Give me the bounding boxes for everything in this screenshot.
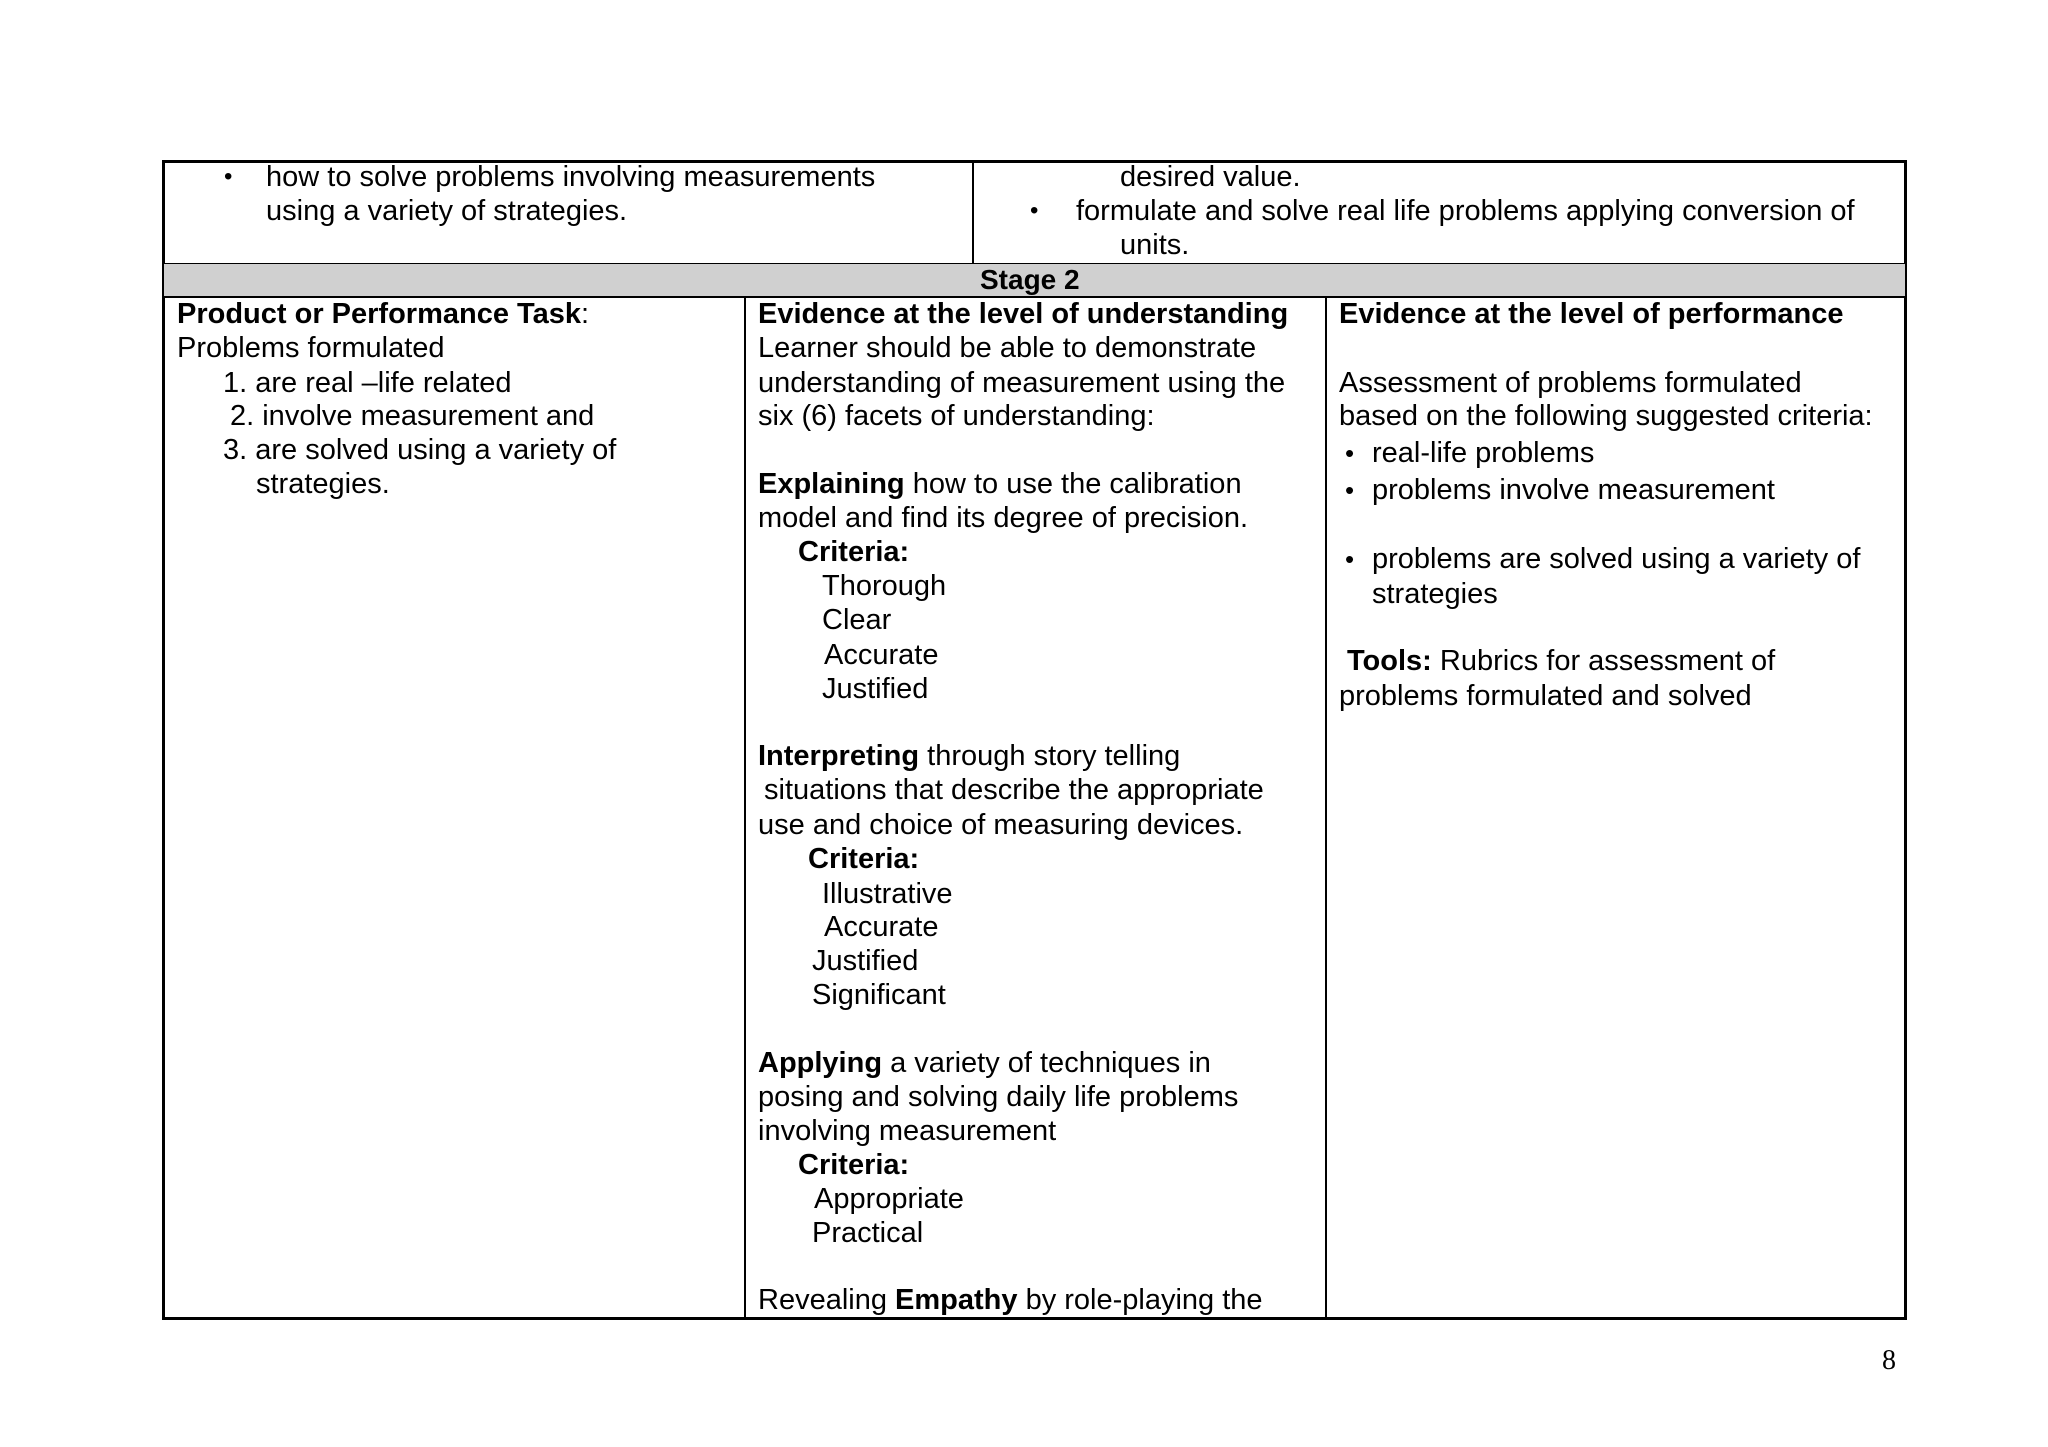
criteria-3-label: Criteria: xyxy=(798,1149,910,1181)
col2-interpreting-line-1 xyxy=(758,739,1180,773)
col1-heading: Product or Performance Task xyxy=(177,298,581,330)
criteria-1-label: Criteria: xyxy=(798,536,910,568)
top-right-line-1: desired value. xyxy=(1120,161,1301,193)
col2-intro-line-2: understanding of measurement using the xyxy=(758,367,1286,399)
criteria-2-item: Justified xyxy=(812,945,919,977)
table-border-bottom xyxy=(162,1317,1907,1320)
col3-tools-line-2: problems formulated and solved xyxy=(1339,680,1752,712)
criteria-2-item: Accurate xyxy=(824,911,939,943)
col2-intro-line-1: Learner should be able to demonstrate xyxy=(758,332,1257,364)
applying-term: Applying xyxy=(758,1047,883,1079)
empathy-term: Empathy xyxy=(895,1284,1018,1316)
col1-item-1: 1. are real –life related xyxy=(223,367,512,399)
interpreting-text: through story telling xyxy=(919,740,1181,772)
col2-interpreting-line-3: use and choice of measuring devices. xyxy=(758,809,1244,841)
tools-label: Tools: xyxy=(1347,645,1432,677)
col3-heading: Evidence at the level of performance xyxy=(1339,298,1844,330)
empathy-post: by role-playing the xyxy=(1017,1284,1263,1316)
applying-text: a variety of techniques in xyxy=(882,1047,1211,1079)
table-border-left xyxy=(162,160,165,1320)
col3-intro-line-1: Assessment of problems formulated xyxy=(1339,367,1802,399)
criteria-1-item: Clear xyxy=(822,604,892,636)
col2-intro-line-3: six (6) facets of understanding: xyxy=(758,400,1155,432)
col1-heading-line xyxy=(177,297,589,331)
col3-intro-line-2: based on the following suggested criteria: xyxy=(1339,400,1873,432)
empathy-pre: Revealing xyxy=(758,1284,896,1316)
col1-intro: Problems formulated xyxy=(177,332,445,364)
criteria-2-label: Criteria: xyxy=(808,843,920,875)
column-divider-1 xyxy=(744,296,746,1318)
interpreting-term: Interpreting xyxy=(758,740,920,772)
top-right-line-2: formulate and solve real life problems applying conversion of xyxy=(1076,195,1855,227)
col1-item-3-line-2: strategies. xyxy=(256,468,390,500)
col3-bullet-item: real-life problems xyxy=(1372,437,1595,469)
col3-bullet-item: problems involve measurement xyxy=(1372,474,1775,506)
page-number: 8 xyxy=(1882,1345,1896,1376)
criteria-3-item: Practical xyxy=(812,1217,924,1249)
col2-applying-line-1 xyxy=(758,1046,1211,1080)
col2-interpreting-line-2: situations that describe the appropriate xyxy=(764,774,1264,806)
col3-bullet-dot: • xyxy=(1345,438,1355,468)
col1-item-3-line-1: 3. are solved using a variety of xyxy=(223,434,617,466)
top-right-line-3: units. xyxy=(1120,229,1190,261)
explaining-term: Explaining xyxy=(758,468,905,500)
col2-explaining-line-1 xyxy=(758,467,1242,501)
top-right-bullet: • xyxy=(1030,197,1039,224)
explaining-text: how to use the calibration xyxy=(904,468,1242,500)
criteria-1-item: Accurate xyxy=(824,639,939,671)
col2-explaining-line-2: model and find its degree of precision. xyxy=(758,502,1249,534)
col2-heading: Evidence at the level of understanding xyxy=(758,298,1289,330)
col2-empathy-line xyxy=(758,1283,1263,1317)
column-divider-2 xyxy=(1325,296,1327,1318)
col1-item-2: 2. involve measurement and xyxy=(230,400,595,432)
col3-bullet-item-continued: strategies xyxy=(1372,578,1498,610)
col3-tools-line xyxy=(1347,644,1775,678)
stage-header: Stage 2 xyxy=(980,264,1080,295)
top-left-bullet: • xyxy=(224,163,233,190)
criteria-2-item: Illustrative xyxy=(822,878,953,910)
col2-applying-line-2: posing and solving daily life problems xyxy=(758,1081,1239,1113)
col3-bullet-dot: • xyxy=(1345,475,1355,505)
col1-heading-suffix: : xyxy=(580,298,590,330)
top-left-line-1: how to solve problems involving measurements xyxy=(266,161,876,193)
criteria-1-item: Justified xyxy=(822,673,929,705)
table-border-right xyxy=(1904,160,1907,1320)
top-row-divider xyxy=(972,160,974,264)
col2-applying-line-3: involving measurement xyxy=(758,1115,1057,1147)
tools-text: Rubrics for assessment of xyxy=(1431,645,1776,677)
criteria-2-item: Significant xyxy=(812,979,946,1011)
criteria-3-item: Appropriate xyxy=(814,1183,964,1215)
col3-bullet-dot: • xyxy=(1345,544,1355,574)
col3-bullet-item: problems are solved using a variety of xyxy=(1372,543,1861,575)
criteria-1-item: Thorough xyxy=(822,570,947,602)
top-left-line-2: using a variety of strategies. xyxy=(266,195,628,227)
